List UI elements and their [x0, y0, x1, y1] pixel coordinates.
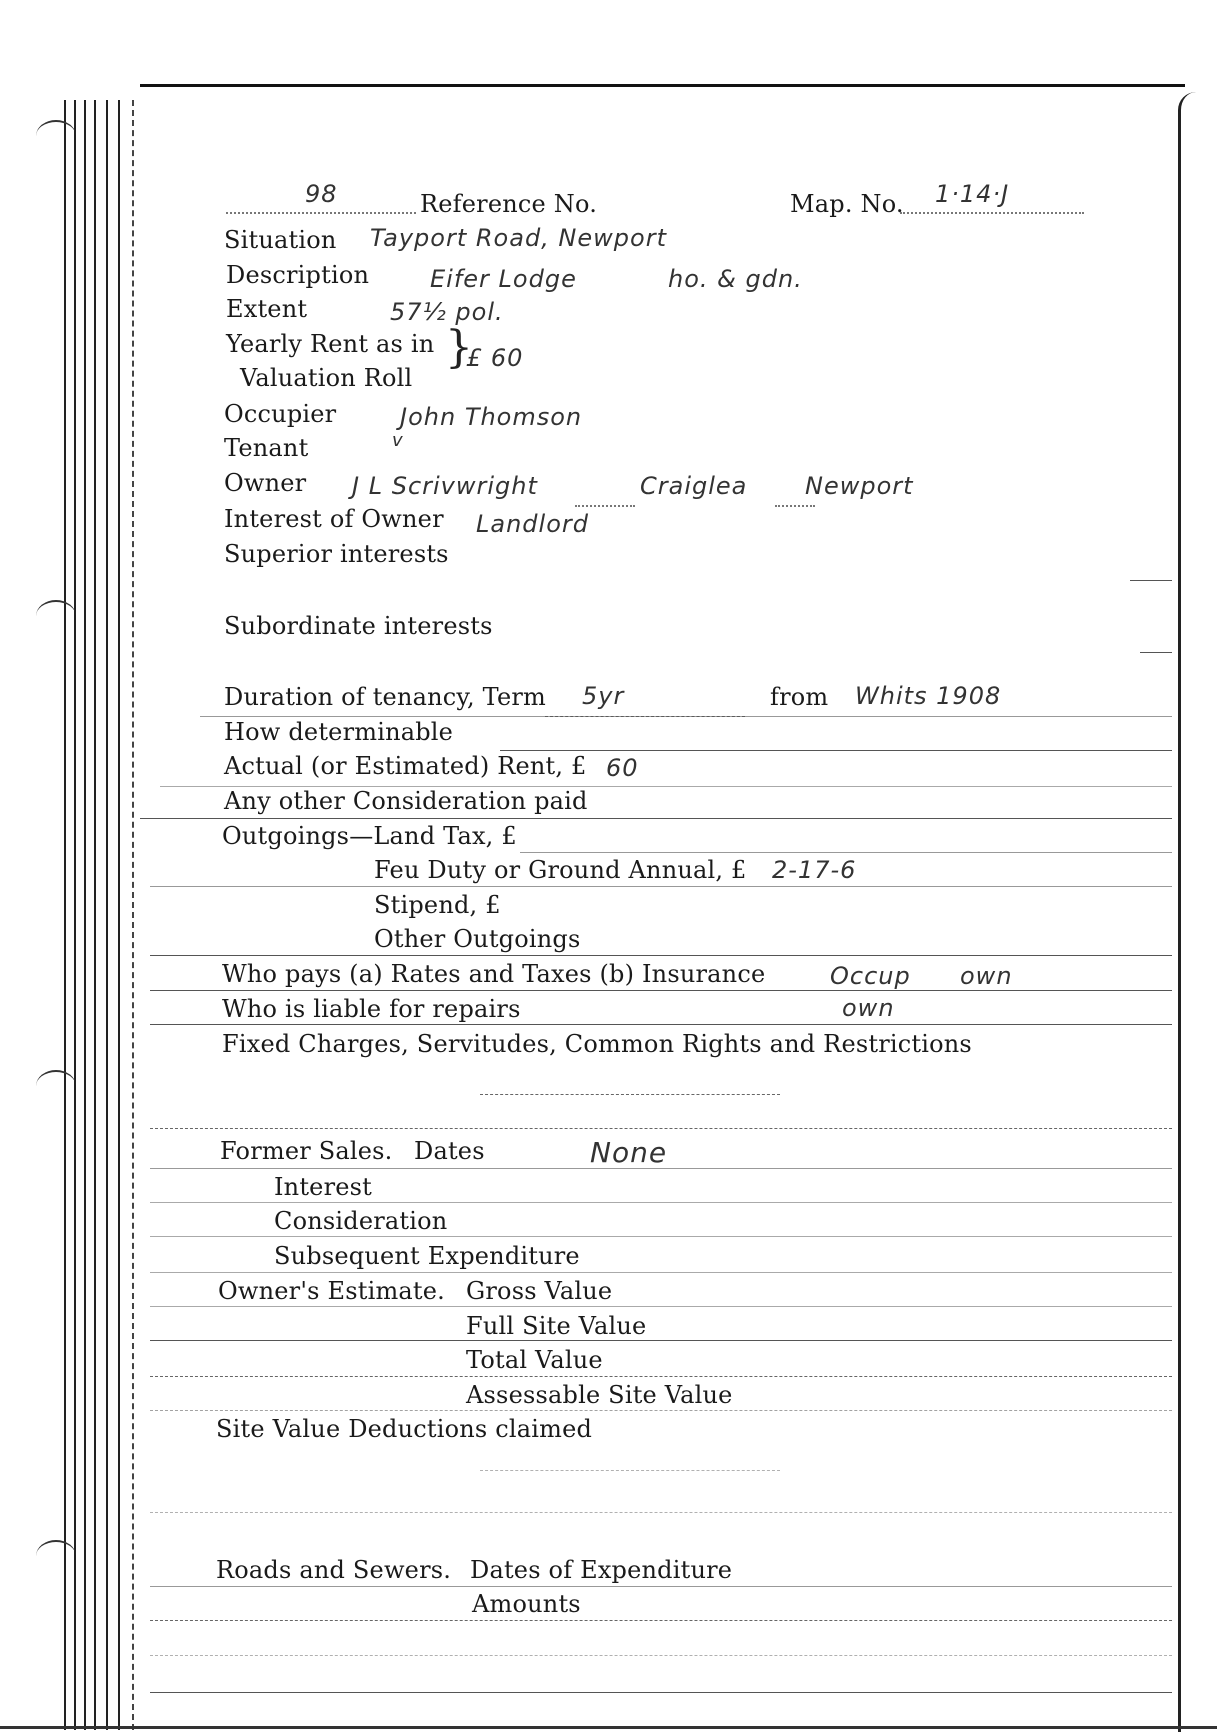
dashed-line — [150, 1512, 1172, 1513]
valuation-roll-label: Valuation Roll — [240, 364, 413, 392]
duration-term-value: 5yr — [582, 682, 625, 710]
map-label: Map. No. — [790, 190, 904, 218]
description-value-2: ho. & gdn. — [668, 265, 803, 293]
former-sales-label: Former Sales. — [220, 1137, 393, 1165]
description-value: Eifer Lodge — [430, 265, 577, 293]
dashed-line — [150, 1128, 1172, 1129]
duration-label: Duration of tenancy, Term — [224, 683, 547, 711]
rule-line — [140, 818, 1172, 819]
rule-line — [150, 1340, 1172, 1341]
rule-line — [150, 1586, 1172, 1587]
owner-address-value: Craiglea — [640, 472, 748, 500]
consideration-label: Consideration — [274, 1207, 448, 1235]
yearly-rent-label: Yearly Rent as in — [226, 330, 435, 358]
dashed-line — [150, 1410, 1172, 1411]
rule-line — [200, 716, 1172, 717]
rule-line — [150, 1306, 1172, 1307]
who-pays-value-insurance: own — [960, 962, 1013, 990]
rule-line — [150, 1692, 1172, 1693]
site-value-deductions-label: Site Value Deductions claimed — [216, 1415, 593, 1443]
reference-number-value: 98 — [305, 180, 338, 208]
dotted-line — [775, 505, 815, 507]
full-site-value-label: Full Site Value — [466, 1312, 647, 1340]
rule-line — [1130, 580, 1172, 581]
gross-value-label: Gross Value — [466, 1277, 613, 1305]
interest-of-owner-value: Landlord — [476, 510, 589, 538]
other-consideration-label: Any other Consideration paid — [224, 787, 588, 815]
amounts-label: Amounts — [472, 1590, 581, 1618]
dashed-line — [480, 1470, 780, 1471]
assessable-site-value-label: Assessable Site Value — [466, 1381, 733, 1409]
owner-town-value: Newport — [805, 472, 914, 500]
dashed-line — [480, 1094, 780, 1095]
duration-from-value: Whits 1908 — [855, 682, 1002, 710]
feu-duty-value: 2-17-6 — [772, 856, 857, 884]
page-bottom-border — [0, 1726, 1217, 1729]
who-pays-value-rates: Occup — [830, 962, 911, 990]
extent-value: 57½ pol. — [390, 298, 504, 326]
dotted-line — [575, 505, 635, 507]
description-label: Description — [226, 261, 370, 289]
from-label: from — [770, 683, 829, 711]
binder-hole — [36, 120, 76, 152]
roads-sewers-label: Roads and Sewers. — [216, 1556, 452, 1584]
owners-estimate-label: Owner's Estimate. — [218, 1277, 445, 1305]
other-outgoings-label: Other Outgoings — [374, 925, 581, 953]
yearly-rent-value: £ 60 — [466, 344, 524, 372]
fixed-charges-label: Fixed Charges, Servitudes, Common Rights and Restrictions — [222, 1030, 972, 1058]
dotted-line — [226, 212, 416, 214]
who-liable-label: Who is liable for repairs — [222, 995, 521, 1023]
reference-label: Reference No. — [420, 190, 598, 218]
rule-line — [1140, 652, 1172, 653]
map-number-value: 1·14·J — [935, 180, 1010, 208]
feu-duty-label: Feu Duty or Ground Annual, £ — [374, 856, 747, 884]
binder-hole — [36, 1070, 76, 1102]
binder-hole — [36, 600, 76, 632]
rule-line — [500, 750, 1172, 751]
stipend-label: Stipend, £ — [374, 891, 501, 919]
who-liable-value: own — [842, 994, 895, 1022]
occupier-label: Occupier — [224, 400, 337, 428]
subordinate-interests-label: Subordinate interests — [224, 612, 493, 640]
how-determinable-label: How determinable — [224, 718, 454, 746]
rule-line — [150, 1236, 1172, 1237]
rule-line — [150, 1202, 1172, 1203]
rule-line — [150, 886, 1172, 887]
page-right-border — [1178, 92, 1201, 1732]
owner-value: J L Scrivwright — [352, 472, 538, 500]
situation-label: Situation — [224, 226, 337, 254]
occupier-value: John Thomson — [400, 403, 583, 431]
page-top-border — [140, 84, 1185, 87]
who-pays-label: Who pays (a) Rates and Taxes (b) Insurance — [222, 960, 766, 988]
interest-of-owner-label: Interest of Owner — [224, 505, 444, 533]
actual-rent-label: Actual (or Estimated) Rent, £ — [224, 752, 587, 780]
binder-hole — [36, 1540, 76, 1572]
former-sales-value: None — [590, 1136, 668, 1169]
superior-interests-label: Superior interests — [224, 540, 449, 568]
extent-label: Extent — [226, 295, 308, 323]
dates-of-expenditure-label: Dates of Expenditure — [470, 1556, 733, 1584]
dashed-line — [150, 1655, 1172, 1656]
dashed-line — [150, 1620, 1172, 1621]
subsequent-expenditure-label: Subsequent Expenditure — [274, 1242, 580, 1270]
total-value-label: Total Value — [466, 1346, 603, 1374]
interest-label: Interest — [274, 1173, 373, 1201]
rule-line — [150, 1272, 1172, 1273]
rule-line — [520, 852, 1172, 853]
former-sales-dates-label: Dates — [414, 1137, 485, 1165]
owner-label: Owner — [224, 469, 307, 497]
dotted-line — [900, 212, 1084, 214]
rule-line — [150, 1024, 1172, 1025]
brace-glyph: } — [445, 322, 473, 373]
situation-value: Tayport Road, Newport — [370, 224, 667, 252]
rule-line — [150, 955, 1172, 956]
rule-line — [150, 990, 1172, 991]
rule-line — [150, 1168, 1172, 1169]
binder-spine — [64, 100, 144, 1730]
dashed-line — [150, 1376, 1172, 1377]
tenant-value: v — [392, 430, 404, 451]
actual-rent-value: 60 — [606, 754, 639, 782]
outgoings-land-tax-label: Outgoings—Land Tax, £ — [222, 822, 517, 850]
tenant-label: Tenant — [224, 434, 309, 462]
